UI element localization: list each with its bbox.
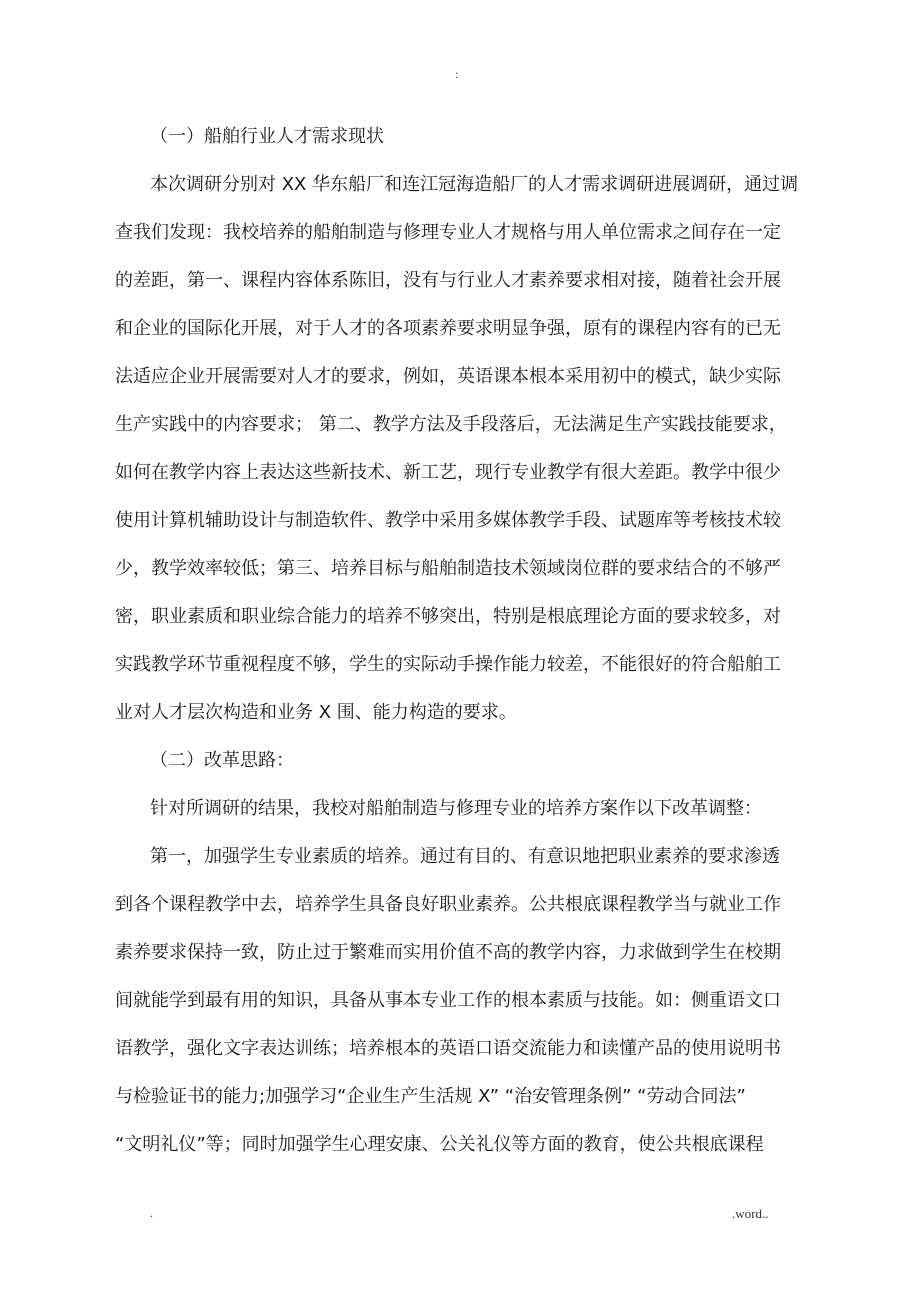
paragraph-line: 素养要求保持一致，防止过于繁难而实用价值不高的教学内容，力求做到学生在校期 bbox=[115, 942, 781, 963]
paragraph-line: 间就能学到最有用的知识，具备从事本专业工作的根本素质与技能。如：侧重语文口 bbox=[115, 990, 781, 1011]
paragraph-line: “文明礼仪”等；同时加强学生心理安康、公关礼仪等方面的教育，使公共根底课程 bbox=[115, 1134, 764, 1155]
footer-left-mark: . bbox=[150, 1206, 153, 1220]
paragraph-line: 使用计算机辅助设计与制造软件、教学中采用多媒体教学手段、试题库等考核技术较 bbox=[115, 510, 781, 531]
paragraph-line: 少，教学效率较低；第三、培养目标与船舶制造技术领域岗位群的要求结合的不够严 bbox=[115, 558, 781, 579]
section-heading-2: （二）改革思路： bbox=[150, 750, 294, 771]
paragraph-line: 如何在教学内容上表达这些新技术、新工艺，现行专业教学有很大差距。教学中很少 bbox=[115, 462, 781, 483]
paragraph-line: 与检验证书的能力;加强学习“企业生产生活规 X” “治安管理条例” “劳动合同法” bbox=[115, 1086, 746, 1107]
paragraph-line: 和企业的国际化开展，对于人才的各项素养要求明显争强，原有的课程内容有的已无 bbox=[115, 318, 781, 339]
paragraph-line: 业对人才层次构造和业务 X 围、能力构造的要求。 bbox=[115, 702, 517, 723]
paragraph-line: 的差距，第一、课程内容体系陈旧，没有与行业人才素养要求相对接，随着社会开展 bbox=[115, 270, 781, 291]
paragraph-line: 密，职业素质和职业综合能力的培养不够突出，特别是根底理论方面的要求较多，对 bbox=[115, 606, 781, 627]
paragraph-line: 第一，加强学生专业素质的培养。通过有目的、有意识地把职业素养的要求渗透 bbox=[150, 846, 780, 867]
paragraph-line: 到各个课程教学中去，培养学生具备良好职业素养。公共根底课程教学当与就业工作 bbox=[115, 894, 781, 915]
paragraph-line: 生产实践中的内容要求； 第二、教学方法及手段落后，无法满足生产实践技能要求， bbox=[115, 414, 787, 435]
section-heading-1: （一）船舶行业人才需求现状 bbox=[150, 126, 384, 147]
paragraph-line: 实践教学环节重视程度不够，学生的实际动手操作能力较差，不能很好的符合船舶工 bbox=[115, 654, 781, 675]
header-mark: : bbox=[455, 67, 459, 81]
paragraph-line: 针对所调研的结果，我校对船舶制造与修理专业的培养方案作以下改革调整： bbox=[150, 798, 762, 819]
paragraph-line: 本次调研分别对 XX 华东船厂和连江冠海造船厂的人才需求调研进展调研，通过调 bbox=[150, 174, 799, 195]
paragraph-line: 法适应企业开展需要对人才的要求，例如，英语课本根本采用初中的模式，缺少实际 bbox=[115, 366, 781, 387]
paragraph-line: 语教学，强化文字表达训练；培养根本的英语口语交流能力和读懂产品的使用说明书 bbox=[115, 1038, 781, 1059]
paragraph-line: 查我们发现：我校培养的船舶制造与修理专业人才规格与用人单位需求之间存在一定 bbox=[115, 222, 781, 243]
footer-right-mark: .word.. bbox=[732, 1206, 769, 1221]
